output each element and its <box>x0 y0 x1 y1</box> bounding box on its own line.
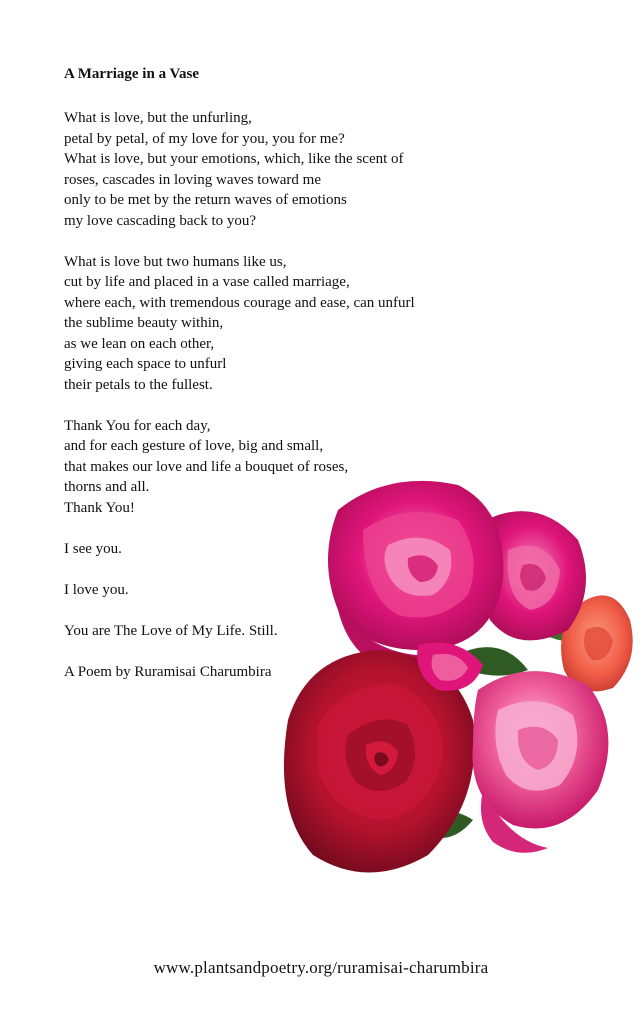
poem-line: What is love but two humans like us, <box>64 253 287 270</box>
poem-line: What is love, but the unfurling, <box>64 110 252 126</box>
poem-line: Thank You for each day, <box>64 417 211 434</box>
poem-line: thorns and all. <box>64 479 150 495</box>
closing-line-still: You are The Love of My Life. Still. <box>64 622 278 639</box>
author-credit: A Poem by Ruramisai Charumbira <box>64 663 272 680</box>
poem-line: cut by life and placed in a vase called marriage, <box>64 274 350 290</box>
poem-line: as we lean on each other, <box>64 335 215 352</box>
stanza-2 <box>64 252 484 396</box>
closing-line-see: I see you. <box>64 540 122 557</box>
poem-line: Thank You! <box>64 499 135 516</box>
poem-line: my love cascading back to you? <box>64 212 257 229</box>
poem-line: roses, cascades in loving waves toward me <box>64 171 322 188</box>
magenta-rose-top <box>328 481 503 666</box>
poem-title: A Marriage in a Vase <box>64 66 199 82</box>
stanza-1 <box>64 108 484 231</box>
website-url: www.plantsandpoetry.org/ruramisai-charumbira <box>153 958 489 977</box>
poem-line: and for each gesture of love, big and small, <box>64 438 324 454</box>
closing-line-love: I love you. <box>64 581 129 598</box>
poem-line: What is love, but your emotions, which, like the scent of <box>64 151 404 167</box>
poem-line: the sublime beauty within, <box>64 315 224 331</box>
poem-line: where each, with tremendous courage and ease, can unfurl <box>64 294 415 311</box>
poem-line: their petals to the fullest. <box>64 376 213 393</box>
poem-line: only to be met by the return waves of emotions <box>64 192 347 208</box>
rose-bouquet-illustration <box>268 470 642 900</box>
poem-line: petal by petal, of my love for you, you for me? <box>64 130 345 147</box>
pink-rose-lower <box>473 671 609 853</box>
poem-line: that makes our love and life a bouquet of roses, <box>64 458 349 475</box>
poem-line: giving each space to unfurl <box>64 356 227 372</box>
